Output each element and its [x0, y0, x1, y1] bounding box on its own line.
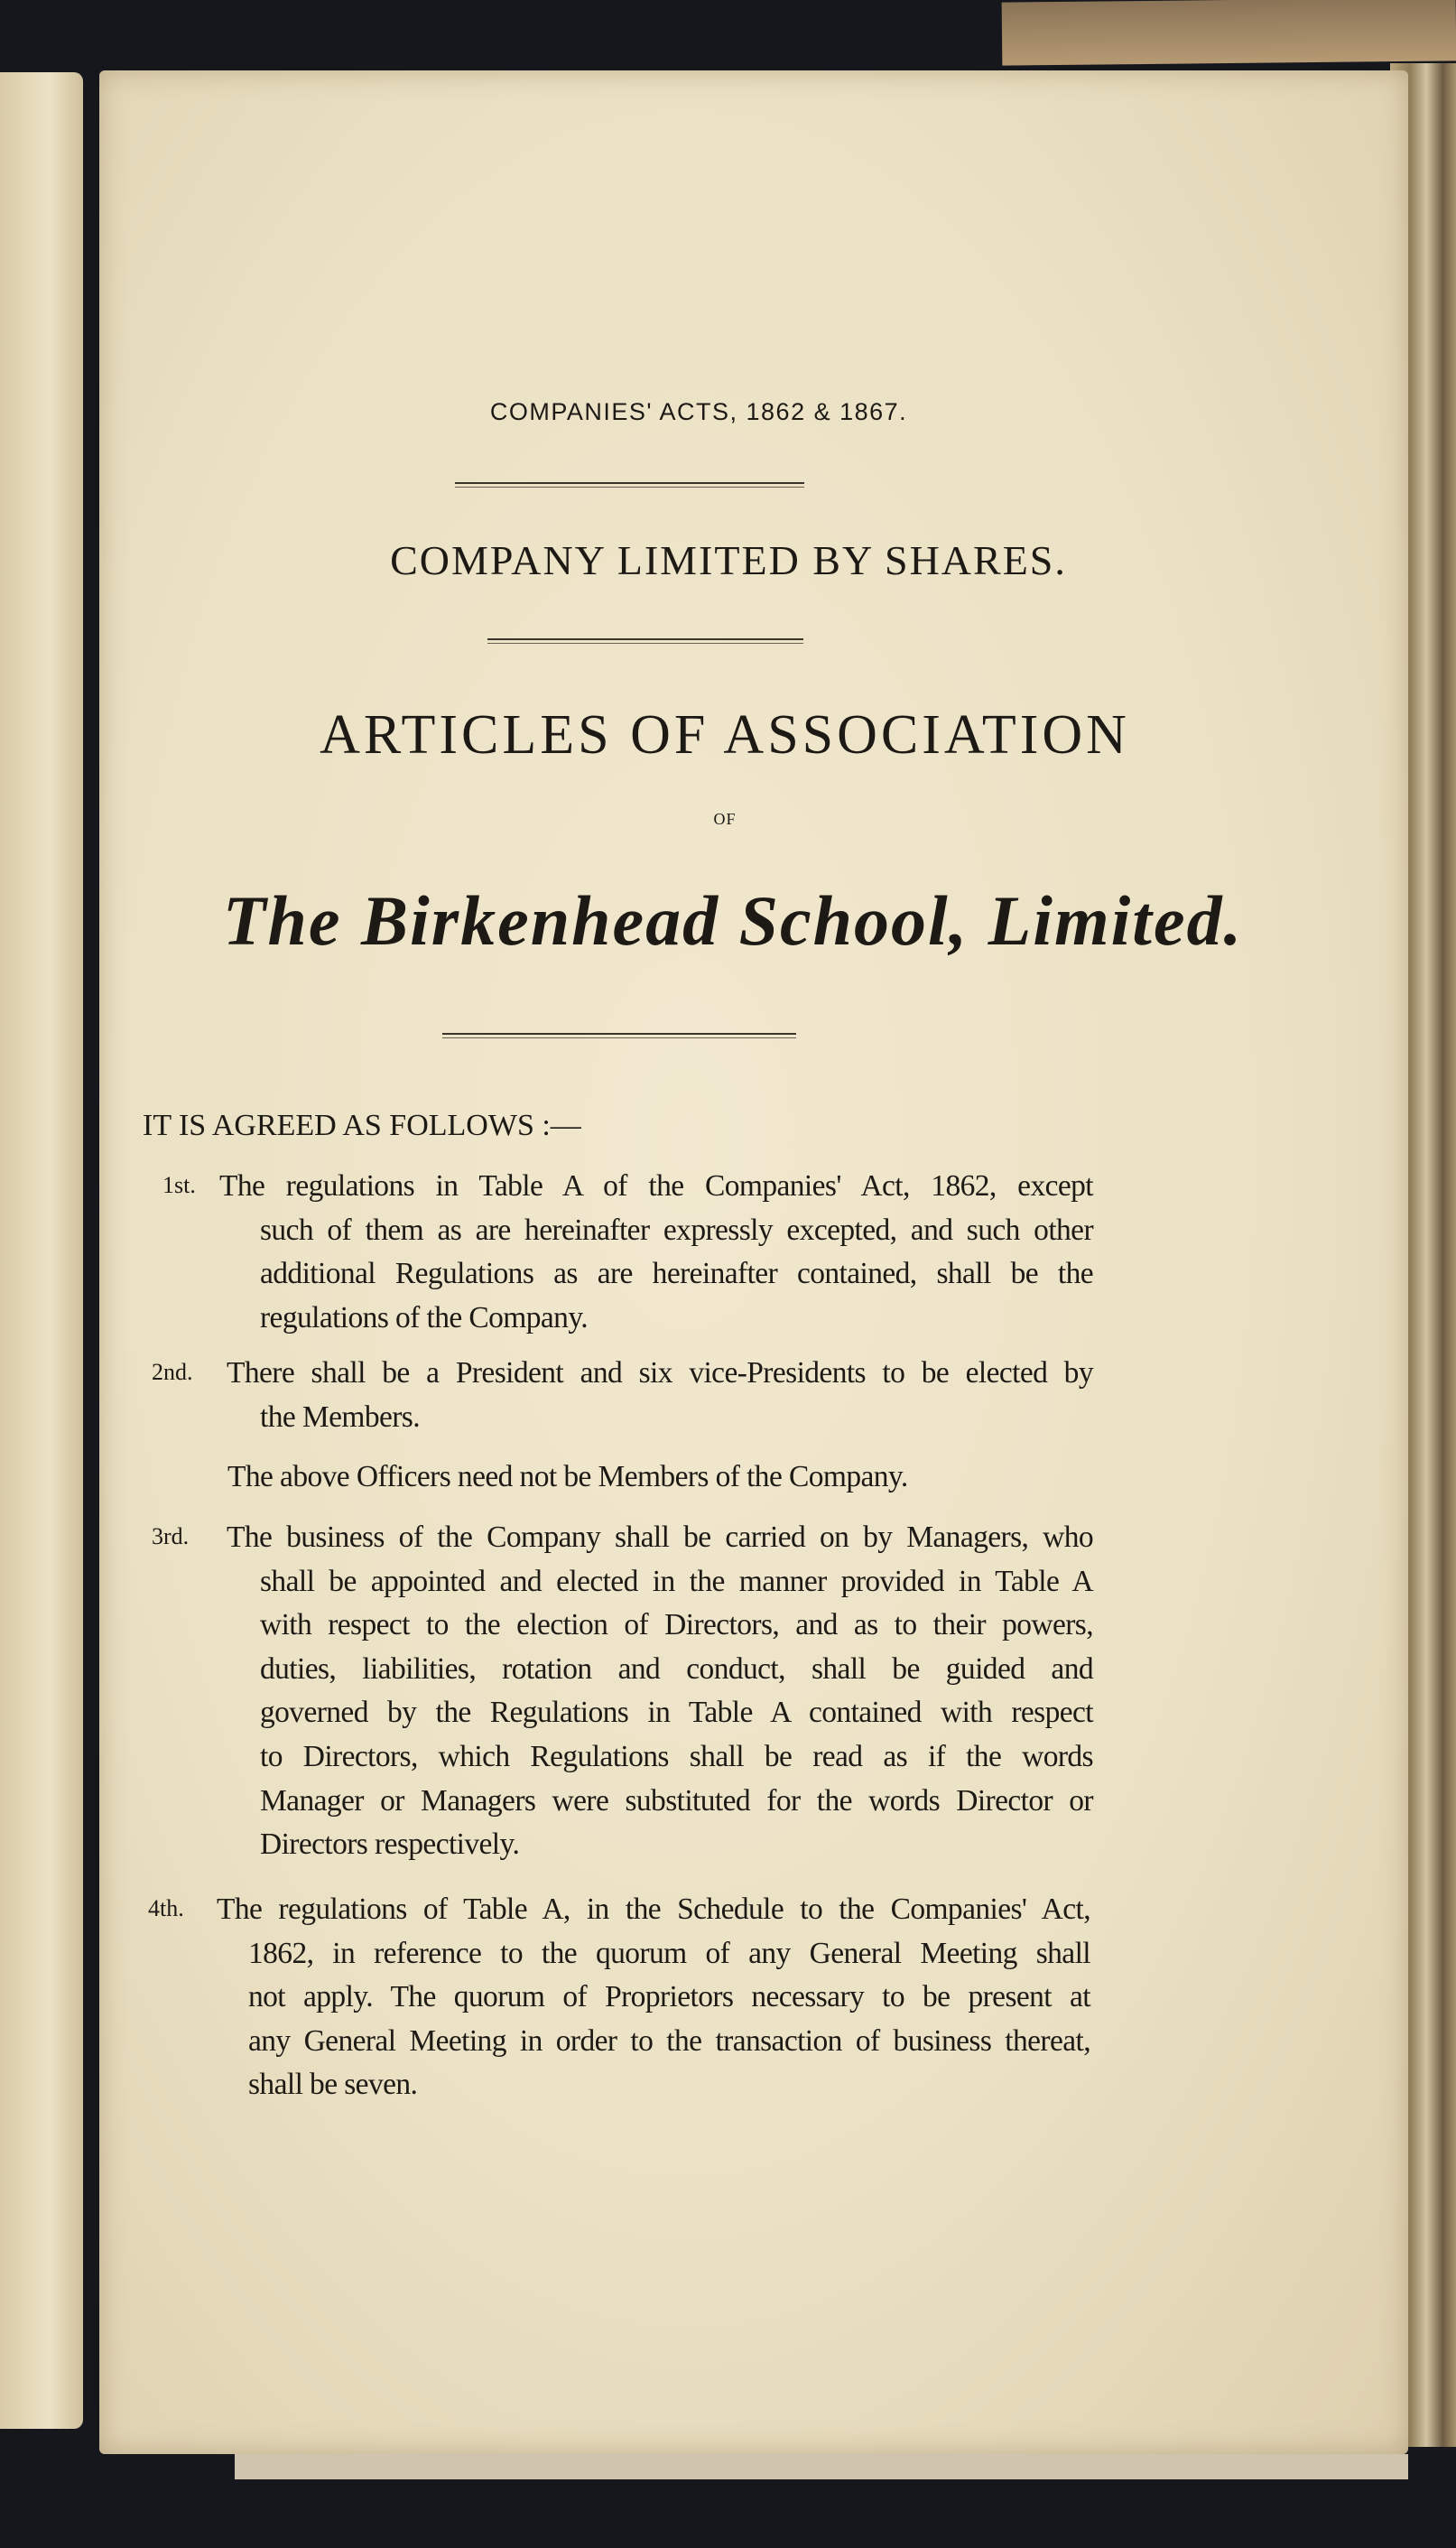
article-line: The regulations in Table A of the Companies' Act, 1862, except	[219, 1169, 1093, 1203]
article-line: regulations of the Company.	[260, 1300, 589, 1334]
article-number: 2nd.	[152, 1359, 193, 1385]
company-type-heading: COMPANY LIMITED BY SHARES.	[390, 537, 1067, 583]
article-line: additional Regulations as are hereinafter contained, shall be the	[260, 1257, 1093, 1291]
intro-text: IT IS AGREED AS FOLLOWS :—	[143, 1109, 581, 1142]
article-line: shall be appointed and elected in the manner provided in Table A	[260, 1564, 1093, 1598]
article-4	[217, 1888, 1090, 1932]
divider-double-rule	[442, 1033, 796, 1038]
article-3	[227, 1516, 1093, 1560]
article-2-continuation	[260, 1396, 1093, 1440]
article-line: There shall be a President and six vice-Presidents to be elected by	[227, 1356, 1093, 1390]
article-4-continuation	[248, 1932, 1090, 2107]
article-number: 3rd.	[152, 1523, 190, 1549]
left-page-edge	[0, 72, 83, 2429]
divider-rule	[455, 482, 804, 488]
of-label: OF	[713, 810, 737, 828]
page-bottom-edge	[235, 2454, 1408, 2479]
article-3-continuation	[260, 1560, 1093, 1867]
article-line: 1862, in reference to the quorum of any General Meeting shall	[248, 1936, 1090, 1970]
article-number: 1st.	[162, 1172, 196, 1198]
article-line: Manager or Managers were substituted for the words Director or	[260, 1783, 1093, 1818]
article-2	[227, 1352, 1093, 1396]
company-name: The Birkenhead School, Limited.	[222, 881, 1244, 960]
divider-rule	[487, 638, 803, 644]
article-1-continuation	[260, 1209, 1093, 1341]
article-line: governed by the Regulations in Table A contained with respect	[260, 1696, 1093, 1730]
background-paper-strip	[1002, 0, 1456, 66]
article-line: Directors respectively.	[260, 1827, 520, 1862]
article-line: duties, liabilities, rotation and conduct, shall be guided and	[260, 1651, 1093, 1686]
acts-heading: COMPANIES' ACTS, 1862 & 1867.	[489, 398, 908, 425]
article-number: 4th.	[148, 1895, 184, 1921]
document-page	[99, 70, 1408, 2454]
article-line: not apply. The quorum of Proprietors necessary to be present at	[248, 1980, 1090, 2014]
article-line: The business of the Company shall be carried on by Managers, who	[227, 1520, 1093, 1554]
article-line: with respect to the election of Directors, and as to their powers,	[260, 1608, 1093, 1642]
article-line: to Directors, which Regulations shall be read as if the words	[260, 1739, 1093, 1773]
article-line: The regulations of Table A, in the Schedule to the Companies' Act,	[217, 1892, 1090, 1926]
article-line: the Members.	[260, 1400, 421, 1434]
article-1	[219, 1165, 1093, 1209]
article-line: any General Meeting in order to the transaction of business thereat,	[248, 2023, 1090, 2058]
article-line: shall be seven.	[248, 2068, 418, 2102]
article-2-note: The above Officers need not be Members of the Company.	[227, 1460, 908, 1493]
document-title: ARTICLES OF ASSOCIATION	[320, 704, 1130, 766]
article-line: such of them as are hereinafter expressly excepted, and such other	[260, 1213, 1093, 1247]
